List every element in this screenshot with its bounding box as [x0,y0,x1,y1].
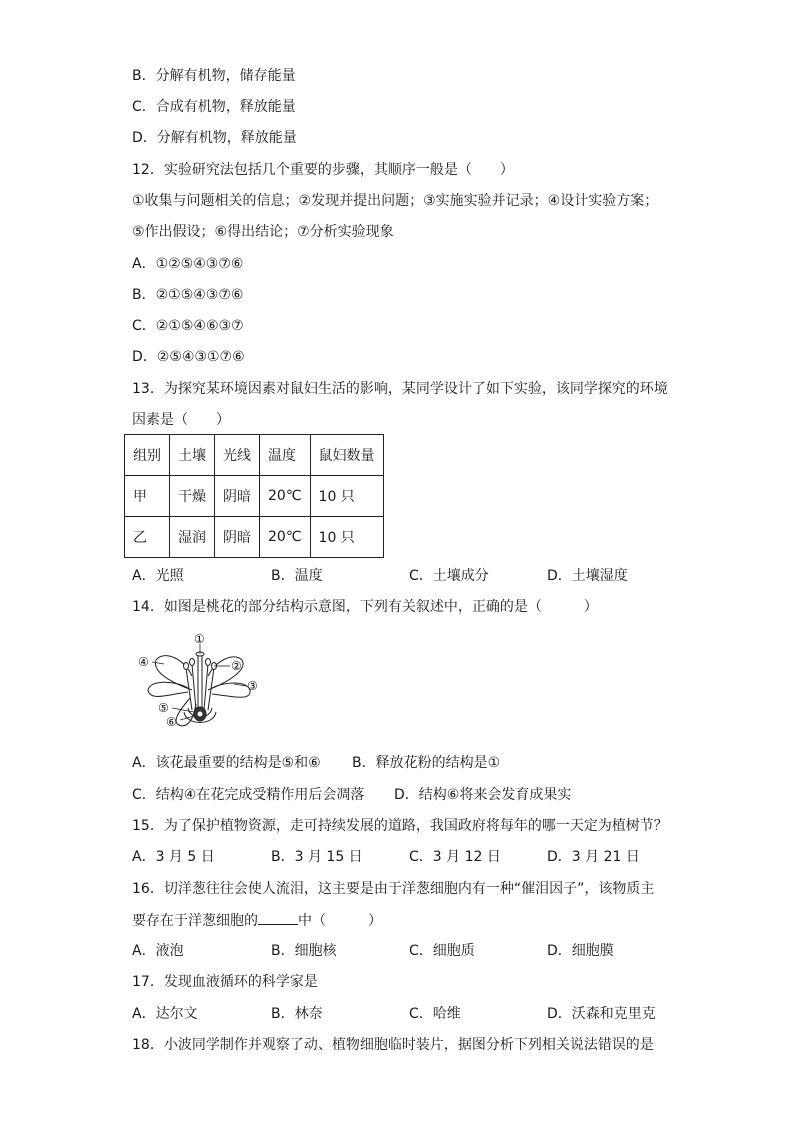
flower-label-6: ⑥ [166,715,177,729]
q17-option-a: A．达尔文 [132,1006,198,1022]
table-cell: 20℃ [260,476,311,517]
q13-option-d: D．土壤湿度 [547,568,628,584]
q16-option-c: C．细胞质 [409,943,475,959]
table-cell: 干燥 [170,476,215,517]
q16-option-b: B．细胞核 [271,943,337,959]
q17-option-d: D．沃森和克里克 [547,1006,656,1022]
q17-stem: 17．发现血液循环的科学家是 [132,974,318,990]
q13-experiment-table [124,434,384,558]
q13-option-b: B．温度 [271,568,323,584]
table-cell: 甲 [125,476,170,517]
flower-label-5: ⑤ [158,701,169,715]
table-cell: 乙 [125,517,170,558]
q12-steps-line1: ①收集与问题相关的信息；②发现并提出问题；③实施实验并记录；④设计实验方案； [132,193,659,209]
q15-option-c: C．3 月 12 日 [409,849,501,865]
table-header-cell: 组别 [125,435,170,476]
q12-stem: 12．实验研究法包括几个重要的步骤，其顺序一般是（ ） [132,162,514,178]
table-cell: 湿润 [170,517,215,558]
table-cell: 阴暗 [215,476,260,517]
q13-stem-line1: 13．为探究某环境因素对鼠妇生活的影响，某同学设计了如下实验，该同学探究的环境 [132,381,668,397]
table-row [125,517,384,558]
table-header-cell: 温度 [260,435,311,476]
flower-label-1: ① [194,632,205,646]
fill-in-blank [258,910,298,925]
table-header-cell: 鼠妇数量 [310,435,383,476]
q13-option-a: A．光照 [132,568,184,584]
q11-option-d: D．分解有机物，释放能量 [132,130,297,146]
q18-stem: 18．小波同学制作并观察了动、植物细胞临时装片，据图分析下列相关说法错误的是 [132,1037,654,1053]
q13-stem-line2: 因素是（ ） [132,412,230,428]
flower-label-4: ④ [138,655,149,669]
q17-option-c: C．哈维 [409,1006,461,1022]
q16-stem-line2 [132,910,382,931]
q15-option-b: B．3 月 15 日 [271,849,363,865]
q14-option-d: D．结构⑥将来会发育成果实 [394,787,572,803]
q15-option-d: D．3 月 21 日 [547,849,640,865]
q16-stem-line1: 16．切洋葱往往会使人流泪，这主要是由于洋葱细胞内有一种“催泪因子”，该物质主 [132,881,655,897]
q12-option-b: B．②①⑤④③⑦⑥ [132,287,244,303]
q11-option-c: C．合成有机物，释放能量 [132,99,296,115]
q14-stem: 14．如图是桃花的部分结构示意图，下列有关叙述中，正确的是（ ） [132,599,598,615]
q14-option-b: B．释放花粉的结构是① [352,755,501,771]
q12-option-c: C．②①⑤④⑥③⑦ [132,318,244,334]
q14-option-c: C．结构④在花完成受精作用后会凋落 [132,787,365,803]
q14-option-a: A．该花最重要的结构是⑤和⑥ [132,755,321,771]
table-cell: 20℃ [260,517,311,558]
q17-option-b: B．林奈 [271,1006,323,1022]
q12-option-d: D．②⑤④③①⑦⑥ [132,349,245,365]
table-row [125,476,384,517]
table-cell: 阴暗 [215,517,260,558]
table-header-row [125,435,384,476]
q15-option-a: A．3 月 5 日 [132,849,215,865]
q12-steps-line2: ⑤作出假设；⑥得出结论；⑦分析实验现象 [132,224,394,240]
q16-option-d: D．细胞膜 [547,943,614,959]
flower-label-3: ③ [247,679,258,693]
table-header-cell: 光线 [215,435,260,476]
table-cell: 10 只 [310,517,383,558]
peach-flower-diagram [130,632,270,732]
q12-option-a: A．①②⑤④③⑦⑥ [132,256,244,272]
q11-option-b: B．分解有机物，储存能量 [132,68,296,84]
q16-stem-part2: 中（ ） [298,913,382,929]
table-header-cell: 土壤 [170,435,215,476]
q16-stem-part1: 要存在于洋葱细胞的 [132,913,258,929]
table-cell: 10 只 [310,476,383,517]
q15-stem: 15．为了保护植物资源，走可持续发展的道路，我国政府将每年的哪一天定为植树节？ [132,818,668,834]
q16-option-a: A．液泡 [132,943,184,959]
q13-option-c: C．土壤成分 [409,568,489,584]
flower-label-2: ② [231,659,242,673]
